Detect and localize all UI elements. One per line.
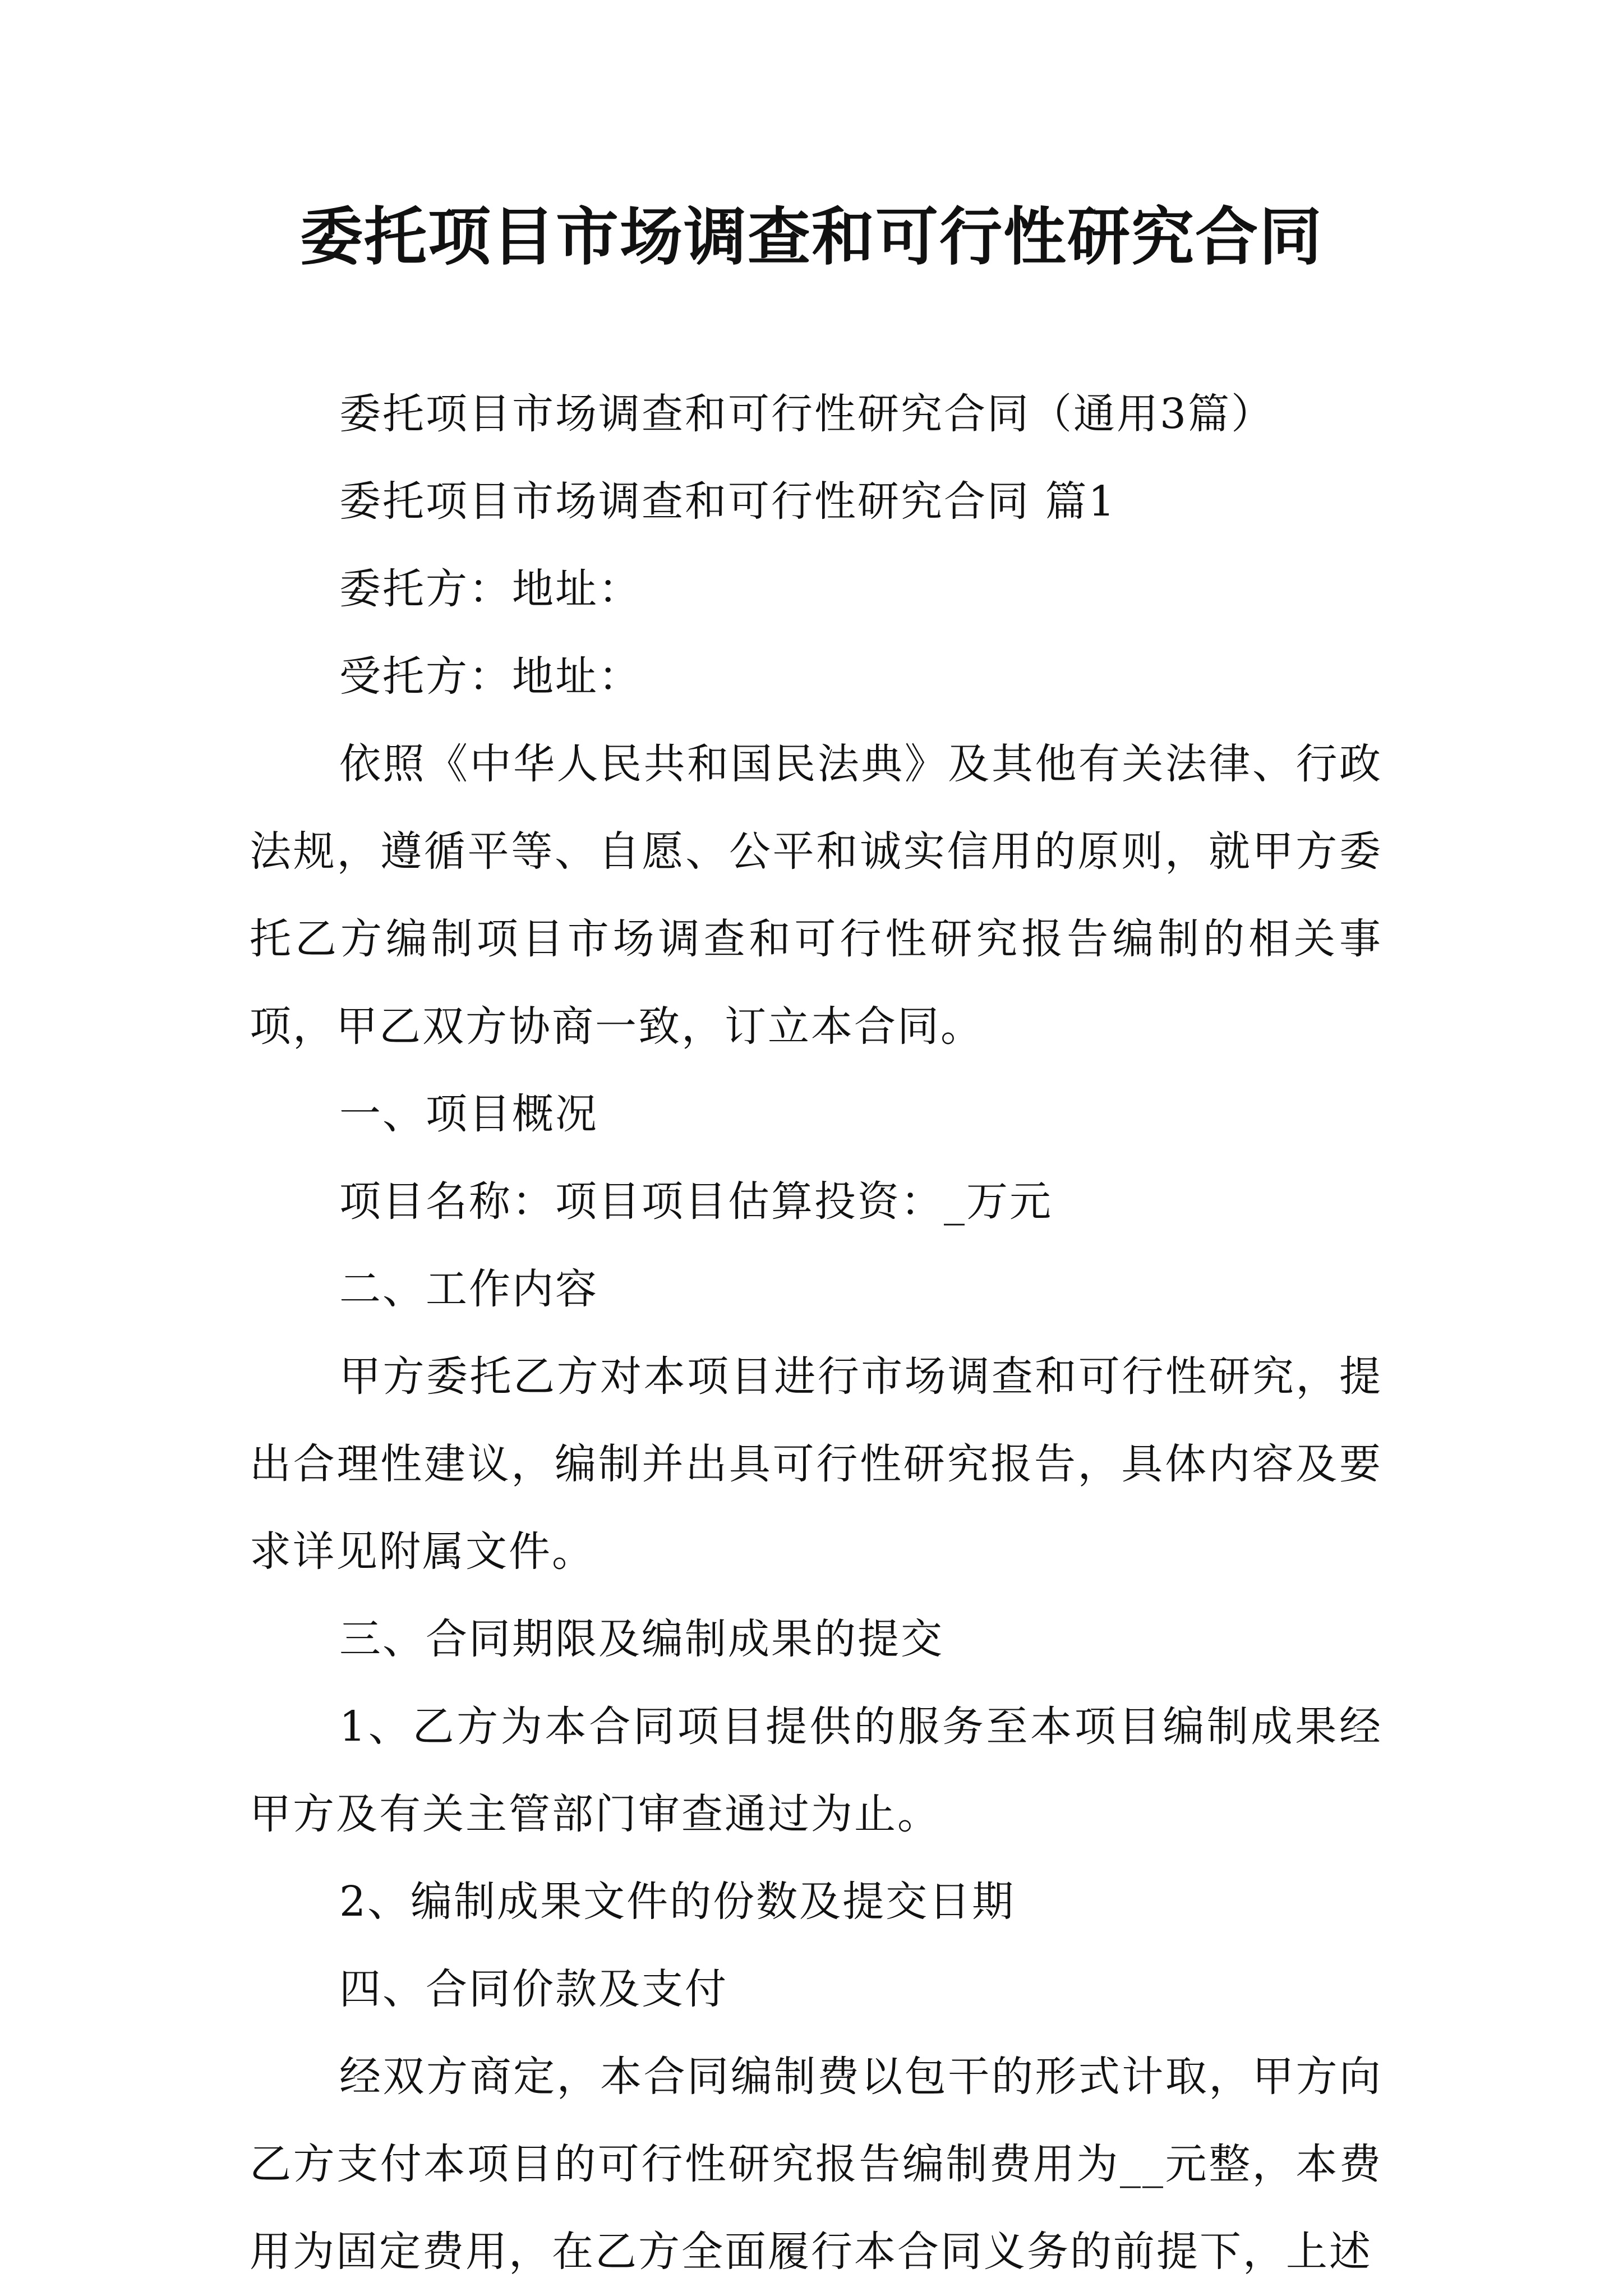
section-heading-work-content: 二、工作内容: [339, 1265, 598, 1313]
paragraph-project-name: 项目名称：项目项目估算投资：_万元: [339, 1177, 1053, 1226]
section-heading-term-and-deliverables: 三、合同期限及编制成果的提交: [339, 1615, 944, 1663]
paragraph-work-content: 甲方委托乙方对本项目进行市场调查和可行性研究，提出合理性建议，编制并出具可行性研究报告，具体内容及要求详见附属文件。: [250, 1352, 1382, 1576]
paragraph-clause-2: 2、编制成果文件的份数及提交日期: [339, 1878, 1016, 1926]
paragraph-price: 经双方商定，本合同编制费以包干的形式计取，甲方向乙方支付本项目的可行性研究报告编制费用为__元整，本费用为固定费用，在乙方全面履行本合同义务的前提下，上述: [250, 2053, 1382, 2276]
section-heading-project-overview: 一、项目概况: [339, 1090, 598, 1138]
paragraph-contractor: 受托方：地址：: [339, 652, 642, 701]
document-title: 委托项目市场调查和可行性研究合同: [300, 201, 1323, 274]
paragraph-part-heading: 委托项目市场调查和可行性研究合同 篇1: [339, 477, 1117, 526]
paragraph-client: 委托方：地址：: [339, 565, 642, 613]
section-heading-price-and-payment: 四、合同价款及支付: [339, 1965, 728, 2013]
paragraph-preamble: 依照《中华人民共和国民法典》及其他有关法律、行政法规，遵循平等、自愿、公平和诚实信用的原则，就甲方委托乙方编制项目市场调查和可行性研究报告编制的相关事项，甲乙双方协商一致，订立本合同。: [250, 740, 1382, 1051]
paragraph-clause-1: 1、乙方为本合同项目提供的服务至本项目编制成果经甲方及有关主管部门审查通过为止。: [250, 1703, 1382, 1838]
document-body: [250, 370, 1382, 2295]
paragraph-subtitle: 委托项目市场调查和可行性研究合同（通用3篇）: [339, 390, 1275, 438]
